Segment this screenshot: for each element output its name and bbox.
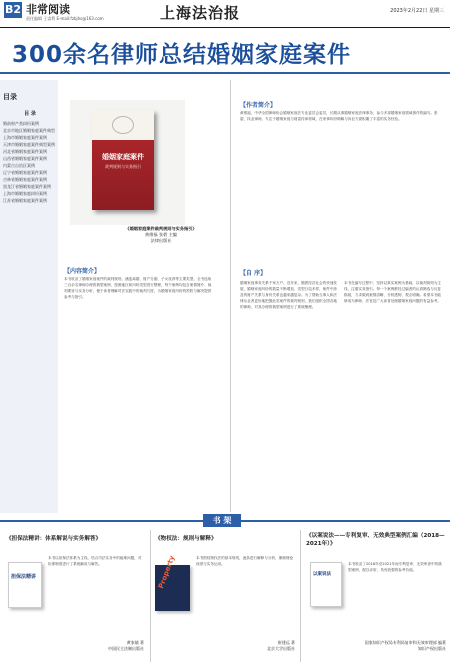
book2-cover (155, 554, 190, 611)
toc-item: 山西省婚姻家庭案件案例 (3, 156, 47, 161)
toc-item: 上海市婚姻家庭案件案例 (3, 135, 47, 140)
left-column-head: 目录 (3, 93, 17, 101)
book2-title: 《物权法：规则与解释》 (155, 536, 217, 542)
toc-item: 上海市婚姻家庭纠纷案例 (3, 191, 47, 196)
book1-text: 本书以担保法体系为主线，结合司法实务中的疑难问题，对担保制度进行了系统解说与解答。 (48, 556, 142, 566)
column-divider (300, 530, 301, 662)
book3-title: 《以案说法——专利复审、无效典型案例汇编（2018—2021年）》 (306, 533, 445, 547)
column-divider (230, 80, 231, 512)
intro-text: 本书收录了婚姻家庭案件的裁判规则，涵盖离婚、财产分割、子女抚养等主要类型。全书选取三百余名律师办理的典型案例，按照地区和纠纷类型进行整理，每个案例均包含案情简介、裁判要旨与实务分析，便于读者理解司法实践中的裁判尺度，为婚姻家庭纠纷的预防与解决提供参考与指引。 (64, 277, 212, 299)
section-number: B2 (4, 3, 22, 16)
caption-authors: 黄维福 张碧 主编 (145, 232, 177, 237)
intro-heading: 【内容简介】 (64, 268, 101, 275)
bookshelf-label: 书 架 (203, 514, 241, 527)
author-heading: 【作者简介】 (240, 102, 277, 109)
book1-cover-text: 担保法精讲 (11, 574, 37, 580)
toc-item: 天津市婚姻家庭案件典型案例 (3, 142, 55, 147)
book3-publisher: 知识产权出版社 (418, 646, 446, 651)
book1-cover (8, 562, 42, 608)
toc-item: 吉林省婚姻家庭案件案例 (3, 177, 47, 182)
toc-item: 河北省婚姻家庭案件案例 (3, 149, 47, 154)
page-headline: 300余名律师总结婚姻家庭案件 (12, 42, 352, 68)
book3-cover (310, 562, 342, 607)
book2-author: 崔建远 著 (277, 640, 295, 645)
newspaper-name: 上海法治报 (160, 4, 241, 22)
preface-text-2: 本书在编写过程中，坚持以真实案例为基础，以裁判规则为主线，注重实务指引。每一个案例都经过编者的认真筛选与反复推敲，力求做到案情清晰、分析透彻、观点明确。希望本书能够成为律师、法官及广大读者处理婚姻家庭问题的有益参考。 (344, 281, 442, 303)
book2-publisher: 北京大学出版社 (267, 646, 295, 651)
toc-title: 目 录 (24, 111, 36, 117)
cover-title: 婚姻家庭案件 (102, 153, 144, 161)
preface-heading: 【自 序】 (240, 270, 267, 277)
masthead (0, 0, 450, 28)
book1-pub (6, 640, 144, 652)
book2-pub (155, 640, 295, 652)
book2-cover-text: Property (157, 554, 177, 590)
toc-item: 辽宁省婚姻家庭案件案例 (3, 170, 47, 175)
toc-item: 北京市地区婚姻家庭案件典型 (3, 128, 55, 133)
caption-title: 《婚姻家庭案件裁判规则与实务指引》 (125, 226, 197, 231)
toc-item: 婚前财产类纠纷案例 (3, 121, 39, 126)
toc-item: 江苏省婚姻家庭案件案例 (3, 198, 47, 203)
section-name: 非常阅读 (26, 3, 70, 16)
toc-item: 黑龙江省婚姻家庭案件案例 (3, 184, 51, 189)
table-of-contents (3, 110, 57, 204)
toc-item: 内蒙古自治区案例 (3, 163, 35, 168)
book3-author: 国家知识产权局专利局复审和无效审理部 编著 (364, 640, 446, 645)
book-cover-image (92, 110, 154, 210)
book1-author: 黄家镇 著 (126, 640, 144, 645)
author-text: 黄维福，中华全国律师协会婚姻家庭法专业委员会委员，长期从事婚姻家庭法律事务，参与多部婚姻家庭领域著作的编写。张碧，执业律师，专注于婚姻家庭与财富传承领域，在家事纠纷调解与诉讼方面积累了丰富的实务经验。 (240, 111, 438, 121)
issue-date: 2023年2月22日 星期三 (390, 8, 444, 14)
cover-subtitle: 裁判规则与实务指引 (105, 164, 141, 169)
book3-text: 本书收录了2018年至2021年间专利复审、无效审查中的典型案例，配以评析，具有较强的参考价值。 (348, 562, 442, 572)
book3-pub (306, 640, 446, 652)
preface-text-1: 婚姻家庭事务关系千家万户。近年来，随着经济社会的快速发展，婚姻家庭纠纷的数量不断增加，类型日趋多样，案件中涉及的财产关系与身份关系也越来越复杂。为了帮助当事人和法律从业者更好地把握此类案件的裁判规则，我们组织全国各地的律师，对其办理的典型案例进行了系统梳理。 (240, 281, 338, 309)
book1-title: 《担保法精讲：体系解说与实务解答》 (6, 536, 102, 542)
book-caption (96, 226, 226, 244)
cover-emblem-icon (112, 116, 134, 134)
book1-publisher: 中国民主法制出版社 (108, 646, 144, 651)
book3-cover-text: 以案说法 (313, 572, 331, 577)
headline-rule (0, 72, 450, 74)
column-divider (150, 530, 151, 662)
caption-publisher: 法律出版社 (150, 238, 172, 243)
book2-text: 本书围绕物权法的基本规则，逐条进行解释与分析，兼顾理论深度与实务运用。 (196, 556, 294, 566)
section-subtitle: 责任编辑 王睿利 E-mail:fzbjhs@163.com (26, 16, 104, 21)
